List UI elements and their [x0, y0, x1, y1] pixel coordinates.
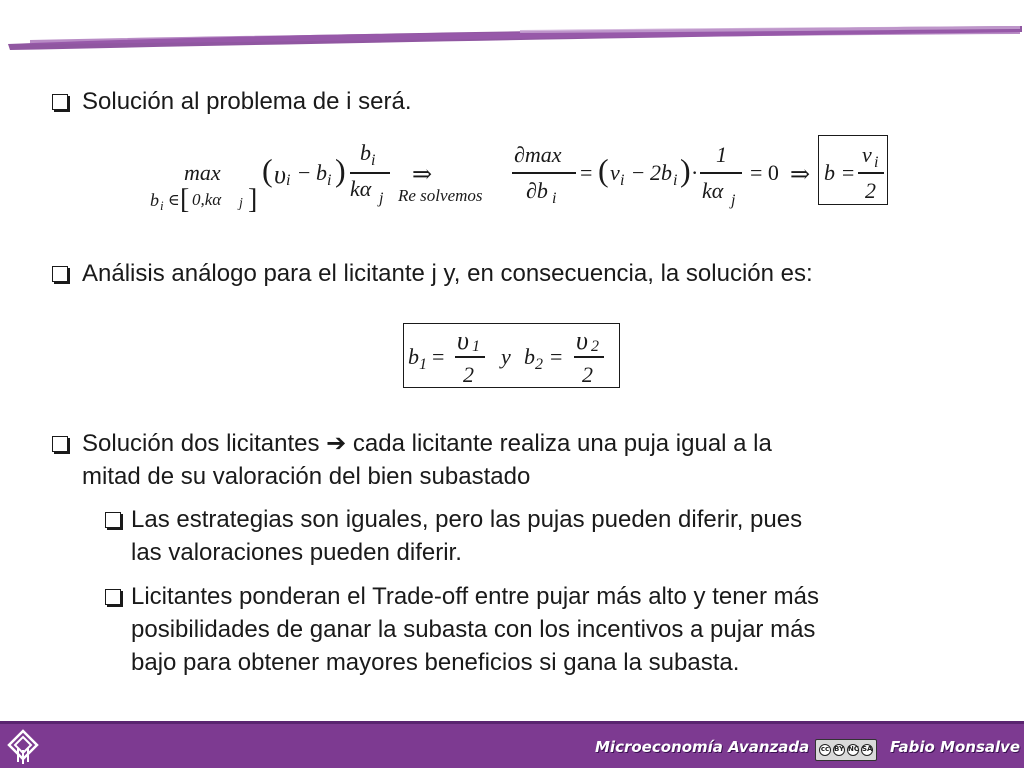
eq-equals-zero: = 0: [750, 160, 779, 185]
bullet-solution-i: [52, 85, 412, 118]
checkbox-bullet-icon: [52, 436, 68, 452]
bullet-two-bidders: [52, 427, 952, 493]
eq2-upsilon1: υ: [457, 326, 469, 355]
eq-implies-icon: ⇒: [412, 162, 433, 188]
eq-implies-2-icon: ⇒: [790, 162, 811, 188]
eq-frac-num: b: [360, 140, 371, 165]
eq-constraint-i: i: [160, 198, 164, 213]
eq2-b2-sub: 2: [535, 356, 543, 373]
creative-commons-badge-icon: [815, 739, 877, 761]
eq-one: 1: [716, 142, 727, 167]
eq-partial-den: ∂b: [526, 178, 548, 203]
bullet-text: Análisis análogo para el licitante j y, en consecuencia, la solución es:: [82, 260, 813, 287]
eq-minus: −: [298, 160, 311, 185]
bullet-analysis-j: [52, 257, 813, 290]
subbullet-text-line2: las valoraciones pueden diferir.: [131, 539, 462, 566]
eq-frac-den: kα: [350, 176, 372, 201]
eq-minus-2: −: [632, 160, 645, 185]
eq-partial-num: ∂max: [514, 142, 562, 167]
eq-result-v-i: i: [874, 154, 879, 171]
eq-result-two: 2: [865, 178, 876, 203]
cc-nc-icon: NC: [847, 744, 859, 756]
eq-paren-close: ): [335, 152, 346, 188]
checkbox-bullet-icon: [105, 512, 121, 528]
eq2-two-b: 2: [582, 362, 593, 387]
eq-equals: =: [580, 160, 593, 185]
eq-frac-num-i: i: [371, 152, 376, 169]
subbullet-text-line1: Las estrategias son iguales, pero las pujas pueden diferir, pues: [131, 506, 803, 533]
eq-max: max: [184, 160, 221, 185]
eq-interval-j: j: [239, 196, 243, 211]
subbullet-text-line3: bajo para obtener mayores beneficios si gana la subasta.: [131, 649, 740, 676]
eq2-upsilon2-sub: 2: [591, 338, 599, 355]
eq2-y: y: [501, 344, 511, 369]
checkbox-bullet-icon: [52, 94, 68, 110]
cc-sa-icon: SA: [861, 744, 873, 756]
eq2-equals: =: [432, 344, 445, 369]
eq2-upsilon1-sub: 1: [472, 338, 480, 355]
eq-result-v: v: [862, 142, 872, 167]
eq-b-i: i: [327, 172, 332, 189]
subbullet-text-line1: Licitantes ponderan el Trade-off entre pujar más alto y tener más: [131, 583, 819, 610]
eq-v-i: i: [620, 172, 625, 189]
footer-course-title: Microeconomía Avanzada: [595, 738, 810, 756]
checkbox-bullet-icon: [52, 266, 68, 282]
arrow-right-icon: ➔: [326, 430, 347, 457]
eq-v: v: [610, 160, 620, 185]
subbullet-text-line2: posibilidades de ganar la subasta con los incentivos a pujar más: [131, 616, 816, 643]
subbullet-strategies: [105, 503, 985, 569]
eq-resolvemos: Re solvemos: [398, 186, 483, 205]
eq-constraint-b: b: [150, 190, 159, 210]
eq2-upsilon2: υ: [576, 326, 588, 355]
checkbox-bullet-icon: [105, 589, 121, 605]
eq-two-b: 2b: [650, 160, 672, 185]
eq2-b2: b: [524, 344, 535, 369]
footer-author: Fabio Monsalve: [890, 738, 1021, 756]
eq-upsilon-i: i: [286, 172, 291, 189]
eq2-equals-2: =: [550, 344, 563, 369]
bullet-text-line2: mitad de su valoración del bien subastado: [82, 463, 531, 490]
eq-b: b: [316, 160, 327, 185]
eq-b-equals: b =: [824, 160, 856, 185]
eq-interval: 0,kα: [192, 190, 222, 209]
eq2-b1: b: [408, 344, 419, 369]
eq-two-b-i: i: [673, 172, 678, 189]
eq-kalpha-j: j: [731, 192, 736, 209]
cc-icon: cc: [819, 744, 831, 756]
eq-kalpha: kα: [702, 178, 724, 203]
subbullet-tradeoff: [105, 580, 985, 679]
eq-paren-open: (: [262, 152, 273, 188]
bullet-text: Solución dos licitantes: [82, 430, 327, 457]
university-logo-icon: [6, 728, 40, 766]
bullet-text: Solución al problema de i será.: [82, 88, 412, 115]
cc-by-icon: BY: [833, 744, 845, 756]
bullet-text-rest: cada licitante realiza una puja igual a la: [346, 430, 772, 457]
eq2-b1-sub: 1: [419, 356, 427, 373]
eq-in: ∈: [168, 192, 180, 209]
eq-frac-den-j: j: [379, 190, 384, 207]
eq2-two-a: 2: [463, 362, 474, 387]
eq-dot: ·: [691, 160, 699, 185]
header-brush-stroke: [0, 0, 1024, 60]
eq-partial-den-i: i: [552, 190, 557, 207]
eq-upsilon: υ: [274, 160, 286, 189]
